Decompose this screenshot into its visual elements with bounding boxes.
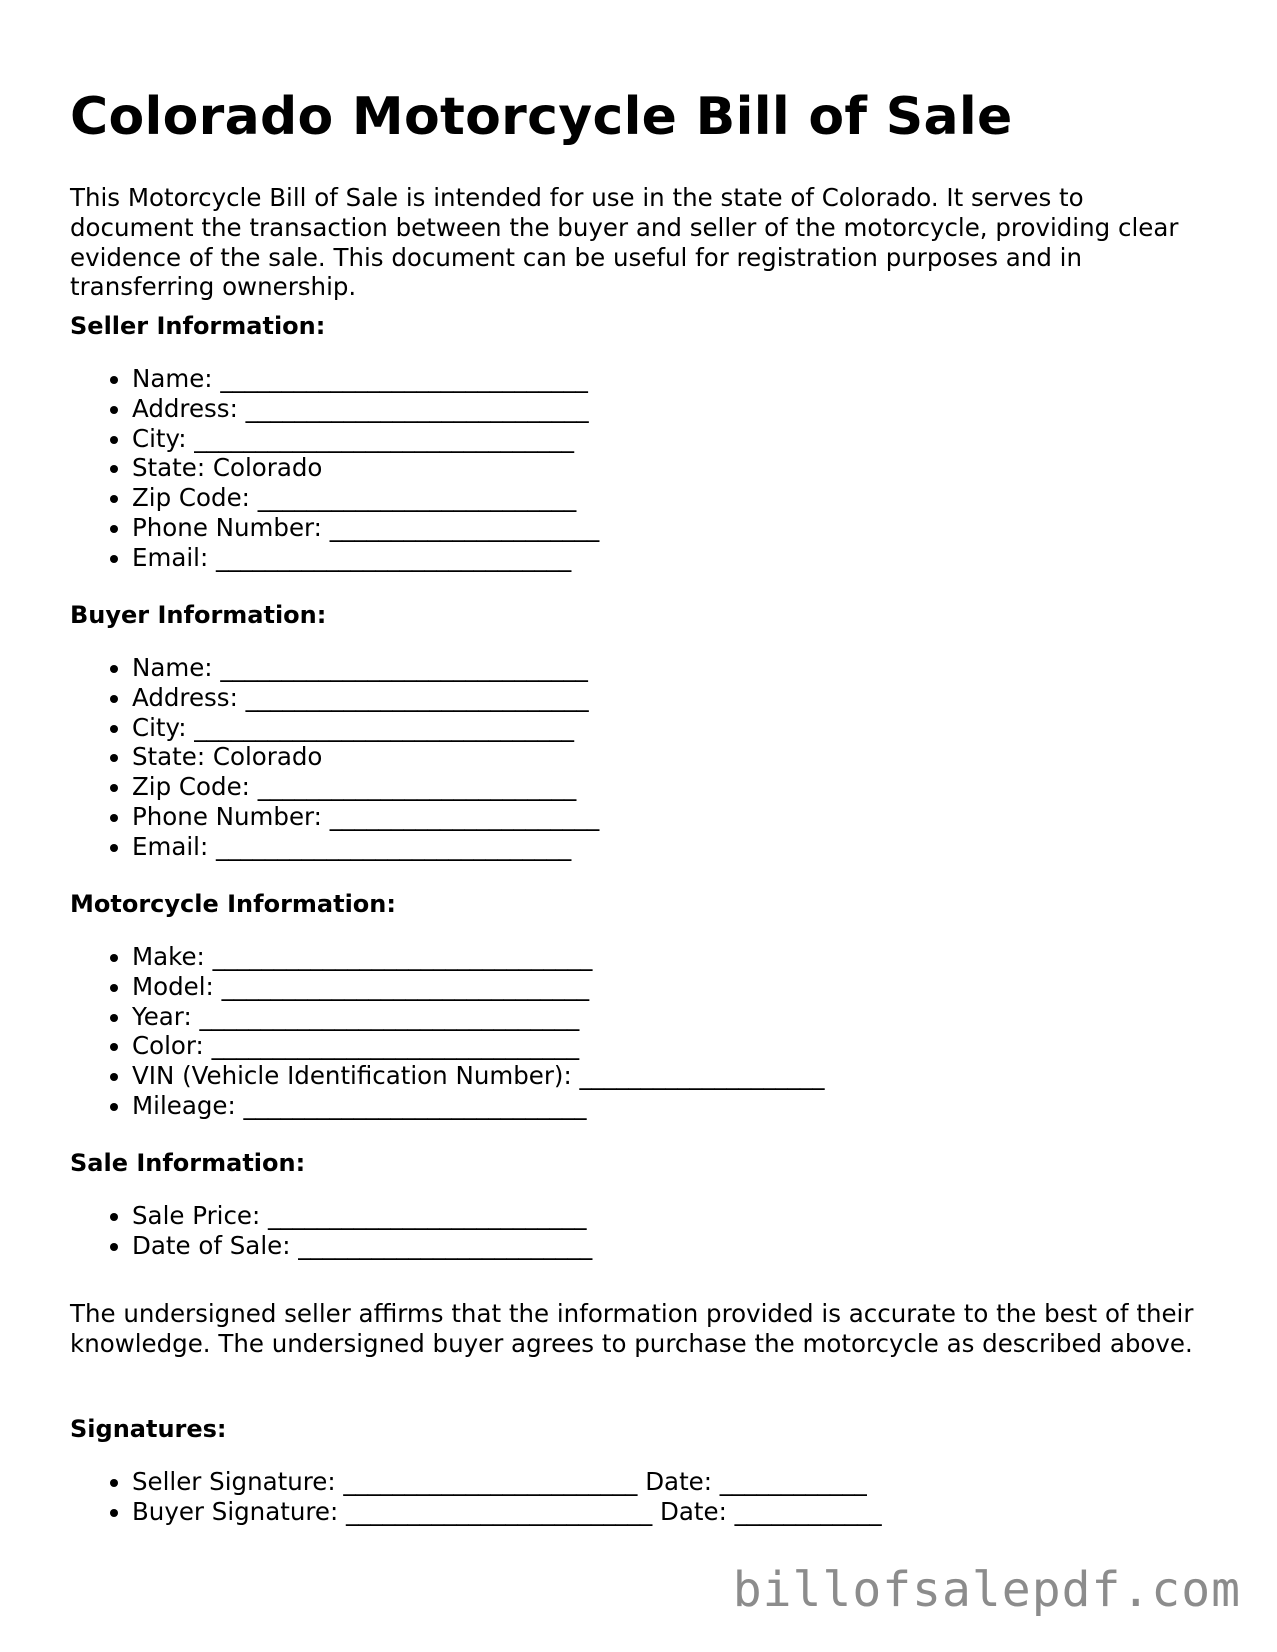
seller-email-field: • Email: _____________________________	[132, 543, 599, 573]
motorcycle-make-field: • Make: _______________________________	[132, 942, 825, 972]
buyer-city-field: • City: _______________________________	[132, 713, 599, 743]
affirmation-paragraph: The undersigned seller affirms that the information provided is accurate to the best of their knowledge. The undersigned buyer agrees to purchase the motorcycle as described above.	[70, 1299, 1194, 1358]
buyer-email-field: • Email: _____________________________	[132, 832, 599, 862]
seller-city-field: • City: _______________________________	[132, 424, 599, 454]
sale-date-field: • Date of Sale: ________________________	[132, 1231, 592, 1261]
buyer-fields	[70, 653, 599, 862]
sale-fields	[70, 1201, 592, 1261]
buyer-zip-field: • Zip Code: __________________________	[132, 772, 599, 802]
seller-signature-field: • Seller Signature: ________________________ Date: ____________	[132, 1467, 882, 1497]
motorcycle-model-field: • Model: ______________________________	[132, 972, 825, 1002]
seller-name-field: • Name: ______________________________	[132, 364, 599, 394]
motorcycle-mileage-field: • Mileage: ____________________________	[132, 1091, 825, 1121]
buyer-signature-field: • Buyer Signature: _________________________ Date: ____________	[132, 1497, 882, 1527]
motorcycle-color-field: • Color: ______________________________	[132, 1031, 825, 1061]
buyer-phone-field: • Phone Number: ______________________	[132, 802, 599, 832]
intro-paragraph: This Motorcycle Bill of Sale is intended for use in the state of Colorado. It serves to document the transaction between the buyer and seller of the motorcycle, providing clear evidence of the sale. This document can be useful for registration purposes and in transferring ownership.	[70, 183, 1179, 302]
watermark: billofsalepdf.com	[732, 1562, 1241, 1618]
seller-zip-field: • Zip Code: __________________________	[132, 483, 599, 513]
motorcycle-fields	[70, 942, 825, 1121]
signature-fields	[70, 1467, 882, 1527]
signatures-heading: Signatures:	[70, 1415, 227, 1443]
buyer-heading: Buyer Information:	[70, 601, 327, 629]
sale-heading: Sale Information:	[70, 1149, 306, 1177]
seller-state-field: • State: Colorado	[132, 453, 599, 483]
buyer-name-field: • Name: ______________________________	[132, 653, 599, 683]
page-title: Colorado Motorcycle Bill of Sale	[70, 87, 1013, 147]
seller-fields	[70, 364, 599, 573]
buyer-address-field: • Address: ____________________________	[132, 683, 599, 713]
seller-heading: Seller Information:	[70, 312, 326, 340]
motorcycle-vin-field: • VIN (Vehicle Identification Number): ____________________	[132, 1061, 825, 1091]
seller-phone-field: • Phone Number: ______________________	[132, 513, 599, 543]
motorcycle-heading: Motorcycle Information:	[70, 890, 396, 918]
motorcycle-year-field: • Year: _______________________________	[132, 1002, 825, 1032]
buyer-state-field: • State: Colorado	[132, 742, 599, 772]
sale-price-field: • Sale Price: __________________________	[132, 1201, 592, 1231]
seller-address-field: • Address: ____________________________	[132, 394, 599, 424]
